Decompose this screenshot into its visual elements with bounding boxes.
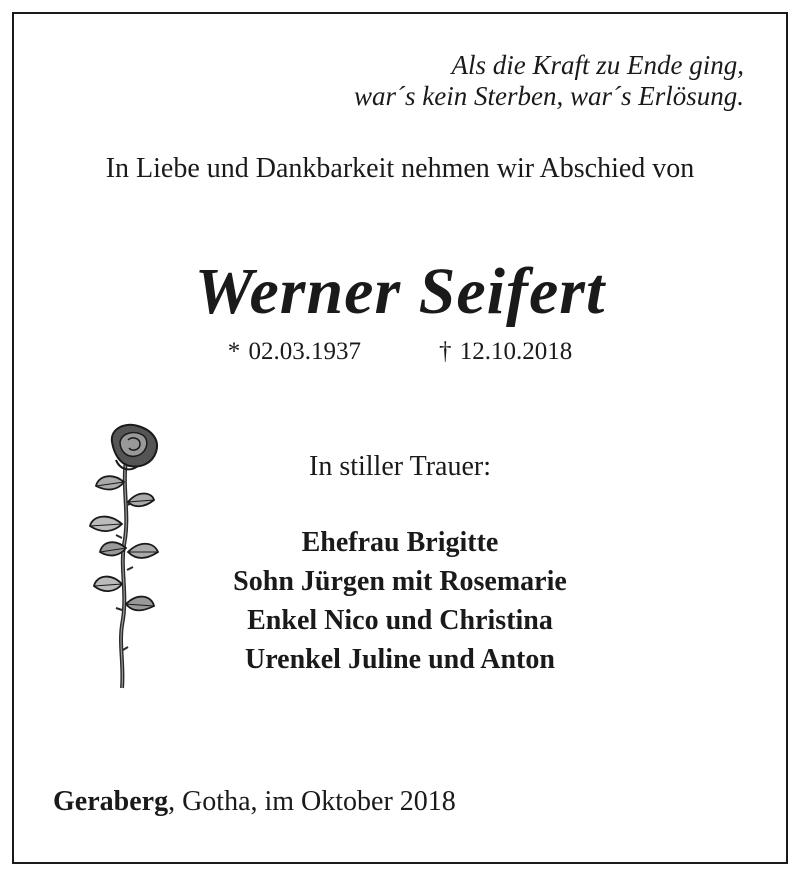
family-member: Sohn Jürgen mit Rosemarie bbox=[233, 566, 567, 597]
birth-date: * 02.03.1937 bbox=[227, 338, 361, 365]
motto-line-2: war´s kein Sterben, war´s Erlösung. bbox=[354, 81, 744, 111]
place-date-rest: , Gotha, im Oktober 2018 bbox=[168, 786, 456, 817]
motto-line-1: Als die Kraft zu Ende ging, bbox=[451, 50, 744, 80]
motto-quote bbox=[354, 50, 744, 112]
deceased-name: Werner Seifert bbox=[194, 255, 606, 328]
place-date-line bbox=[53, 786, 456, 818]
family-list bbox=[150, 523, 650, 679]
life-dates bbox=[0, 338, 800, 366]
family-member: Urenkel Juline und Anton bbox=[245, 644, 555, 675]
town-name: Geraberg bbox=[53, 786, 169, 817]
death-date: † 12.10.2018 bbox=[439, 338, 573, 365]
mourning-label: In stiller Trauer: bbox=[309, 451, 491, 482]
family-member: Enkel Nico und Christina bbox=[247, 605, 553, 636]
family-member: Ehefrau Brigitte bbox=[301, 527, 499, 558]
intro-text: In Liebe und Dankbarkeit nehmen wir Abschied von bbox=[105, 153, 695, 184]
